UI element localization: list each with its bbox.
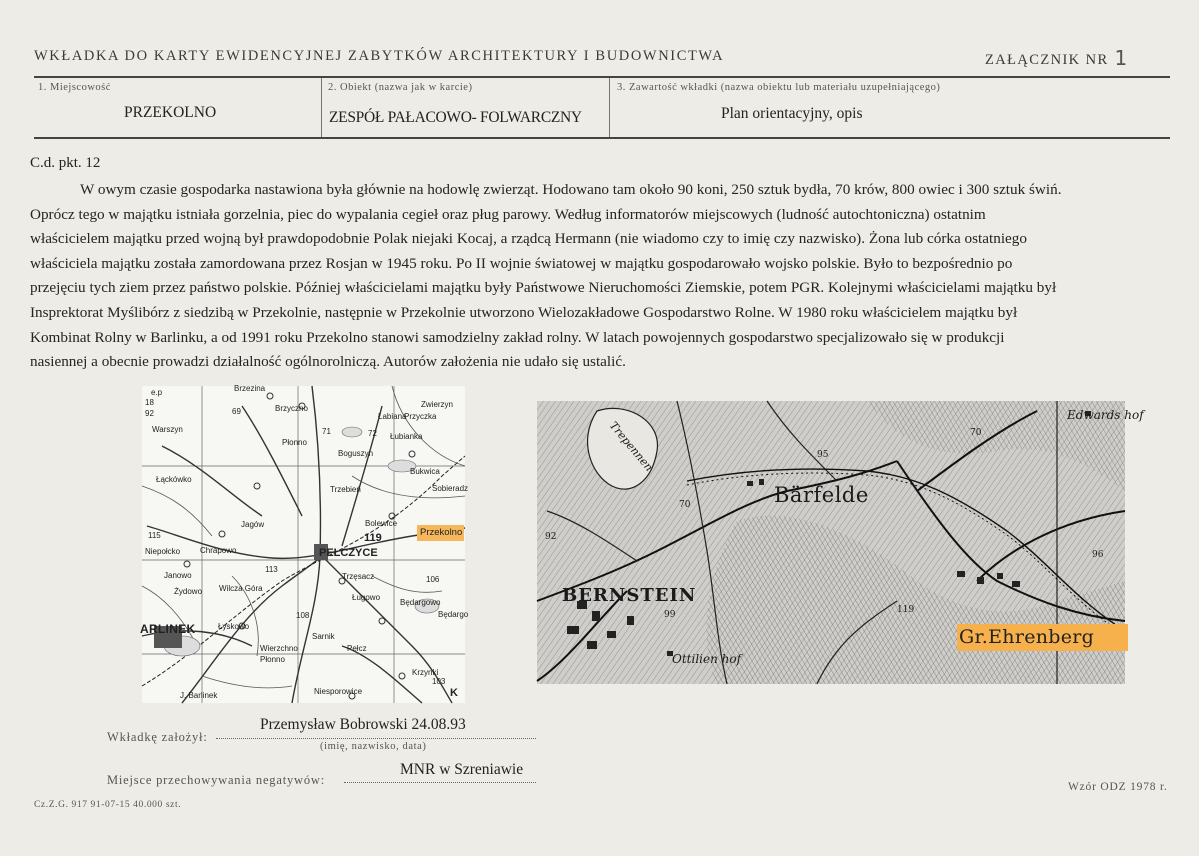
modern-map-highlight-przekolno: Przekolno [417,525,464,541]
appendix-label [985,46,1129,70]
map-place-label: J. Barlinek [180,691,218,700]
field-place-label: 1. Miejscowość [38,82,111,93]
text-line: Kombinat Rolny w Barlinku, a od 1991 roku Przekolno stanowi samodzielny zakład rolny. W latach powojennych gospodarstwo specjalizowało się w produkcji [30,328,1005,346]
field-object-value: ZESPÓŁ PAŁACOWO- FOLWARCZNY [329,109,582,126]
founder-label: Wkładkę założył: [107,730,208,744]
historic-place-label: Edwards hof [1067,408,1144,422]
text-line: W owym czasie gospodarka nastawiona była głównie na hodowlę zwierząt. Hodowano tam około 90 koni, 250 sztuk bydła, 70 krów, 800 owiec i 300 sztuk świń. [80,181,1062,198]
storage-dotted-line [344,782,536,783]
map-place-label: Bolewice [365,519,398,528]
map-number-label: 108 [296,611,310,620]
map-place-label: Brzyczno [275,404,308,413]
header-rule-top [34,76,1170,78]
historic-number-label: 119 [897,605,915,615]
map-number-label: 113 [265,565,278,574]
field-object-label: 2. Obiekt (nazwa jak w karcie) [328,82,473,93]
map-place-label: Boguszyn [338,449,374,458]
text-line: Oprócz tego w majątku istniała gorzelnia, piec do wypalania cegieł oraz pług parowy. Według informatorów miejscowych (ludność autochtoniczna) ostatnim [30,205,986,223]
field-place-value: PRZEKOLNO [124,104,217,121]
founder-dotted-line [216,738,536,739]
map-place-label: Przyczka [404,412,437,421]
map-place-label: Sobieradz [432,484,469,493]
historic-number-label: 96 [1092,550,1104,560]
map-place-label: Ługowo [352,593,381,602]
founder-hint: (imię, nazwisko, data) [320,741,427,752]
historic-place-label: BERNSTEIN [562,585,697,606]
form-title: WKŁADKA DO KARTY EWIDENCYJNEJ ZABYTKÓW ARCHITEKTURY I BUDOWNICTWA [34,48,725,64]
map-place-label: Trzebień [330,485,361,494]
map-place-label: Janowo [164,571,192,580]
map-place-label: Płonno [282,438,307,447]
text-line: właścicielem majątku przed wojną był prawdopodobnie Polak niejaki Kocaj, a rządcą Hermann (nie wiadomo czy to imię czy nazwisko). Żona lub córka ostatniego [30,230,1027,248]
historic-number-label: 99 [664,610,676,620]
historic-place-label: Trepennen [606,419,656,474]
map-number-label: 103 [432,677,446,686]
text-line: przejęciu tych ziem przez państwo polskie. Później właścicielami majątku były Państwowe Nieruchomości Ziemskie, potem PGR. Kolejnymi właścicielami majątku był [30,279,1057,297]
appendix-label-text: ZAŁĄCZNIK NR [985,52,1109,68]
description-text [30,178,1145,375]
section-reference: C.d. pkt. 12 [30,155,101,171]
field-contents-value: Plan orientacyjny, opis [721,105,863,122]
appendix-number: 1 [1114,46,1129,70]
map-number-label: 18 [145,398,154,407]
map-number-label: 115 [148,531,161,540]
map-place-label: Łąckówko [156,475,192,484]
map-place-label: Łyskowo [218,622,250,631]
map-place-label: Chrapowo [200,546,237,555]
field-separator-1 [321,78,322,137]
map-place-label: Będargo [438,610,469,619]
map-place-label: Łubianka [390,432,423,441]
historic-map-highlight-ehrenberg: Gr.Ehrenberg [957,624,1128,651]
historic-number-label: 95 [817,450,829,460]
historic-number-label: 70 [970,428,982,438]
header-rule-bottom [34,137,1170,139]
map-place-label: Będargowo [400,598,441,607]
map-place-label: Łabiana [378,412,407,421]
map-place-label: Jagów [241,520,265,529]
map-number-label: 92 [145,409,154,418]
map-place-label: Pełcz [347,644,367,653]
map-place-label: PEŁCZYCE [319,547,378,559]
map-number-label: 71 [322,427,331,436]
map-place-label: Wilcza Góra [219,584,263,593]
map-place-label: Brzezina [234,384,266,393]
map-number-label: e.p [151,388,163,397]
print-info: Cz.Z.G. 917 91-07-15 40.000 szt. [34,800,182,810]
map-place-label: Bukwica [410,467,440,476]
modern-location-map [140,384,469,703]
historic-place-label: Bärfelde [774,483,869,507]
text-line: nasiennej a obecnie prowadzi działalność ogólnorolniczą. Autorów założenia nie udało się ustalić. [30,353,626,371]
map-number-label: 72 [368,429,377,438]
map-number-label: 119 [364,532,382,544]
historic-number-label: 92 [545,532,557,542]
map-place-label: Niepołcko [145,547,181,556]
map-number-label: 106 [426,575,440,584]
storage-label: Miejsce przechowywania negatywów: [107,773,325,787]
map-place-label: Sarnik [312,632,335,641]
historic-place-label: Ottilien hof [672,652,742,666]
map-number-label: 69 [232,407,241,416]
map-place-label: Warszyn [152,425,183,434]
map-place-label: ARLINEK [140,622,196,636]
map-place-label: Wierzchno [260,644,298,653]
template-info: Wzór ODZ 1978 r. [1068,781,1168,793]
map-place-label: Trzęsacz [342,572,375,581]
field-separator-2 [609,78,610,137]
map-place-label: Żydowo [174,587,203,596]
field-contents-label: 3. Zawartość wkładki (nazwa obiektu lub materiału uzupełniającego) [617,82,941,93]
map-place-label: Niesporowice [314,687,363,696]
text-line: Insprektorat Myślibórz z siedzibą w Przekolnie, następnie w Przekolnie utworzono Wielozakładowe Gospodarstwo Rolne. W 1980 roku właścicielem majątku był [30,303,1018,321]
founder-value: Przemysław Bobrowski 24.08.93 [260,716,466,733]
map-number-label: K [450,687,458,699]
map-place-label: Płonno [260,655,285,664]
historic-number-label: 70 [679,500,691,510]
storage-value: MNR w Szreniawie [400,761,524,778]
text-line: właściciela majątku została zamordowana przez Rosjan w 1945 roku. Po II wojnie światowej w majątku gospodarowało wojsko polskie. Było to bezpośrednio po [30,254,1013,272]
map-place-label: Krzynki [412,668,439,677]
map-place-label: Zwierzyn [421,400,454,409]
